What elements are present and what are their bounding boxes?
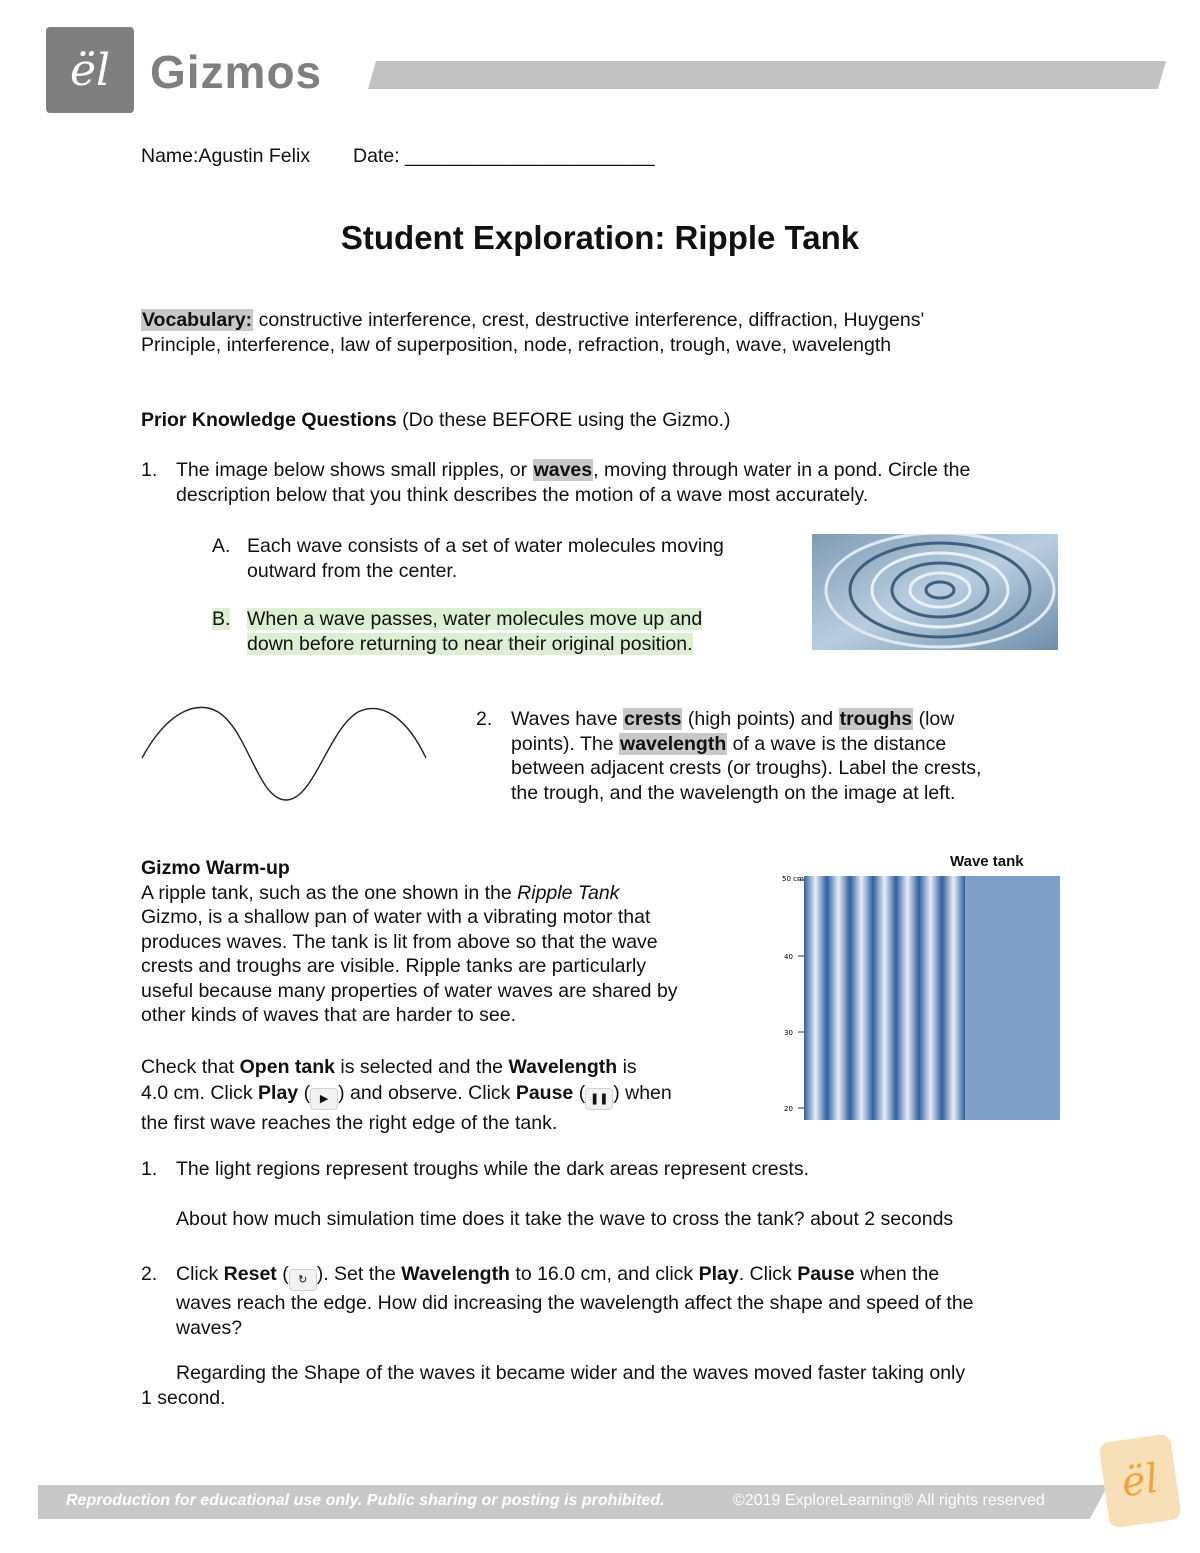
q1-pre: The image below shows small ripples, or (176, 459, 533, 481)
header-bar (368, 61, 1166, 89)
q2-wavelength: Wavelength (401, 1263, 510, 1285)
instr-8: ( (298, 1082, 311, 1104)
tank-tick-50: 50 cm (782, 875, 804, 883)
wave-band (804, 876, 827, 1120)
q2-c: ( (276, 1263, 289, 1285)
vocabulary-label: Vocabulary: (142, 309, 253, 331)
q1-text (176, 458, 1076, 507)
footer-logo-glyph: ël (1118, 1455, 1162, 1507)
question-1-answer: About how much simulation time does it take the wave to cross the tank? about 2 seconds (176, 1208, 954, 1230)
q1-number: 1. (141, 459, 158, 481)
instr-9: ) and observe. Click (338, 1082, 516, 1104)
prior-knowledge-heading (141, 408, 731, 433)
option-a-line-1: Each wave consists of a set of water molecules moving (247, 535, 724, 557)
instr-5: is (617, 1056, 637, 1078)
q2-part-5: of a wave is the distance (727, 732, 947, 755)
instr-play: Play (258, 1082, 299, 1104)
vocabulary (141, 308, 1041, 357)
warmup-line-1b: Ripple Tank (517, 881, 620, 904)
answer-line-1: Regarding the Shape of the waves it became wider and the waves moved faster taking only (176, 1362, 966, 1384)
name-field: Name:Agustin Felix (141, 145, 311, 167)
q2-text (511, 707, 1071, 805)
q2-part-1: Waves have (511, 708, 623, 730)
question-2-text (176, 1262, 1076, 1340)
vocabulary-line-1: constructive interference, crest, destructive interference, diffraction, Huygens' (253, 309, 925, 331)
option-b-line-1: When a wave passes, water molecules move up and (247, 608, 703, 630)
sine-wave-diagram (138, 700, 430, 806)
instr-11: ( (573, 1082, 586, 1104)
instr-6: 4.0 cm. Click (141, 1082, 259, 1104)
wave-band (827, 876, 850, 1120)
q2-line-3: between adjacent crests (or troughs). Label the crests, (511, 757, 982, 779)
q2-number: 2. (476, 708, 493, 730)
q2-h: . Click (738, 1263, 798, 1285)
instr-open-tank: Open tank (239, 1056, 335, 1078)
pause-icon: ❚❚ (585, 1088, 613, 1110)
question-1-text: The light regions represent troughs while the dark areas represent crests. (176, 1158, 809, 1180)
prior-heading-text: Prior Knowledge Questions (141, 409, 397, 431)
q2-d: ). Set the (316, 1263, 402, 1285)
prior-note: (Do these BEFORE using the Gizmo.) (396, 409, 731, 431)
q2-a: Click (176, 1263, 224, 1285)
vocabulary-line-2: Principle, interference, law of superposition, node, refraction, trough, wave, wavelength (141, 333, 892, 356)
q1-line-2: description below that you think describes the motion of a wave most accurately. (176, 483, 869, 506)
brand-name: Gizmos (150, 46, 323, 98)
warmup-section (141, 856, 761, 1028)
q2-reset: Reset (223, 1263, 277, 1285)
answer-line-2: 1 second. (141, 1387, 226, 1409)
term-crests: crests (624, 708, 682, 730)
warmup-instructions (141, 1054, 761, 1136)
q2-f: to 16.0 cm, and click (509, 1263, 699, 1285)
reset-icon: ↻ (289, 1269, 317, 1291)
instr-13: the first wave reaches the right edge of the tank. (141, 1112, 558, 1134)
wave-tank-title: Wave tank (950, 853, 1024, 870)
play-icon: ▶ (310, 1088, 338, 1110)
warmup-line-1a: A ripple tank, such as the one shown in the (141, 881, 518, 904)
explorelearning-logo (1098, 1433, 1181, 1528)
warmup-heading: Gizmo Warm-up (141, 857, 290, 879)
footer-notice: Reproduction for educational use only. Public sharing or posting is prohibited. (66, 1492, 665, 1509)
pond-ripple-image (812, 534, 1058, 650)
option-b-letter-text: B. (212, 608, 231, 630)
date-field: Date: _______________________ (353, 145, 655, 167)
wave-tank-plot (778, 872, 1060, 1122)
instr-3: is selected and the (335, 1056, 509, 1078)
term-waves: waves (533, 459, 593, 481)
tank-tick-20: 20 (784, 1105, 793, 1113)
tank-tick-40: 40 (784, 953, 793, 961)
wave-tank-figure (778, 850, 1060, 1122)
wave-band (850, 876, 873, 1120)
q2-part-4: points). The (511, 732, 620, 755)
term-troughs: troughs (839, 708, 913, 730)
option-b-line-2: down before returning to near their original position. (247, 632, 693, 655)
term-wavelength: wavelength (620, 732, 727, 755)
footer-copyright: ©2019 ExploreLearning® All rights reserved (733, 1492, 1045, 1509)
warmup-line-6: other kinds of waves that are harder to see. (141, 1004, 517, 1026)
q2-part-2: (high points) and (682, 708, 839, 730)
option-b-text (247, 607, 787, 656)
q2-j: when the (854, 1263, 940, 1285)
warmup-line-4: crests and troughs are visible. Ripple tanks are particularly (141, 955, 647, 977)
option-a-letter: A. (212, 535, 231, 557)
warmup-line-3: produces waves. The tank is lit from above so that the wave (141, 930, 658, 953)
q1-post: , moving through water in a pond. Circle the (593, 459, 971, 481)
instr-1: Check that (141, 1056, 240, 1078)
q2-part-3: (low (913, 708, 955, 730)
tank-tick-30: 30 (784, 1029, 793, 1037)
page-title: Student Exploration: Ripple Tank (340, 219, 860, 256)
wave-band (873, 876, 896, 1120)
warmup-line-2: Gizmo, is a shallow pan of water with a vibrating motor that (141, 906, 651, 928)
q2-pause: Pause (797, 1263, 855, 1285)
wave-band (942, 876, 965, 1120)
wave-band (919, 876, 942, 1120)
instr-pause: Pause (515, 1082, 574, 1104)
q2-line-2: waves reach the edge. How did increasing the wavelength affect the shape and speed of the (176, 1292, 974, 1314)
q2-line-4: the trough, and the wavelength on the image at left. (511, 781, 956, 804)
instr-12: ) when (613, 1082, 672, 1104)
question-2-number: 2. (141, 1263, 158, 1285)
warmup-line-5: useful because many properties of water waves are shared by (141, 979, 678, 1002)
q2-play: Play (698, 1263, 739, 1285)
option-a-line-2: outward from the center. (247, 559, 458, 582)
gizmos-logo (46, 27, 134, 113)
question-1-number: 1. (141, 1158, 158, 1180)
logo-glyph: ël (69, 44, 111, 96)
wave-band (896, 876, 919, 1120)
instr-wavelength: Wavelength (508, 1056, 618, 1078)
option-b-letter (212, 607, 230, 632)
q2-line-3: waves? (176, 1316, 243, 1339)
option-a-text (247, 534, 787, 583)
